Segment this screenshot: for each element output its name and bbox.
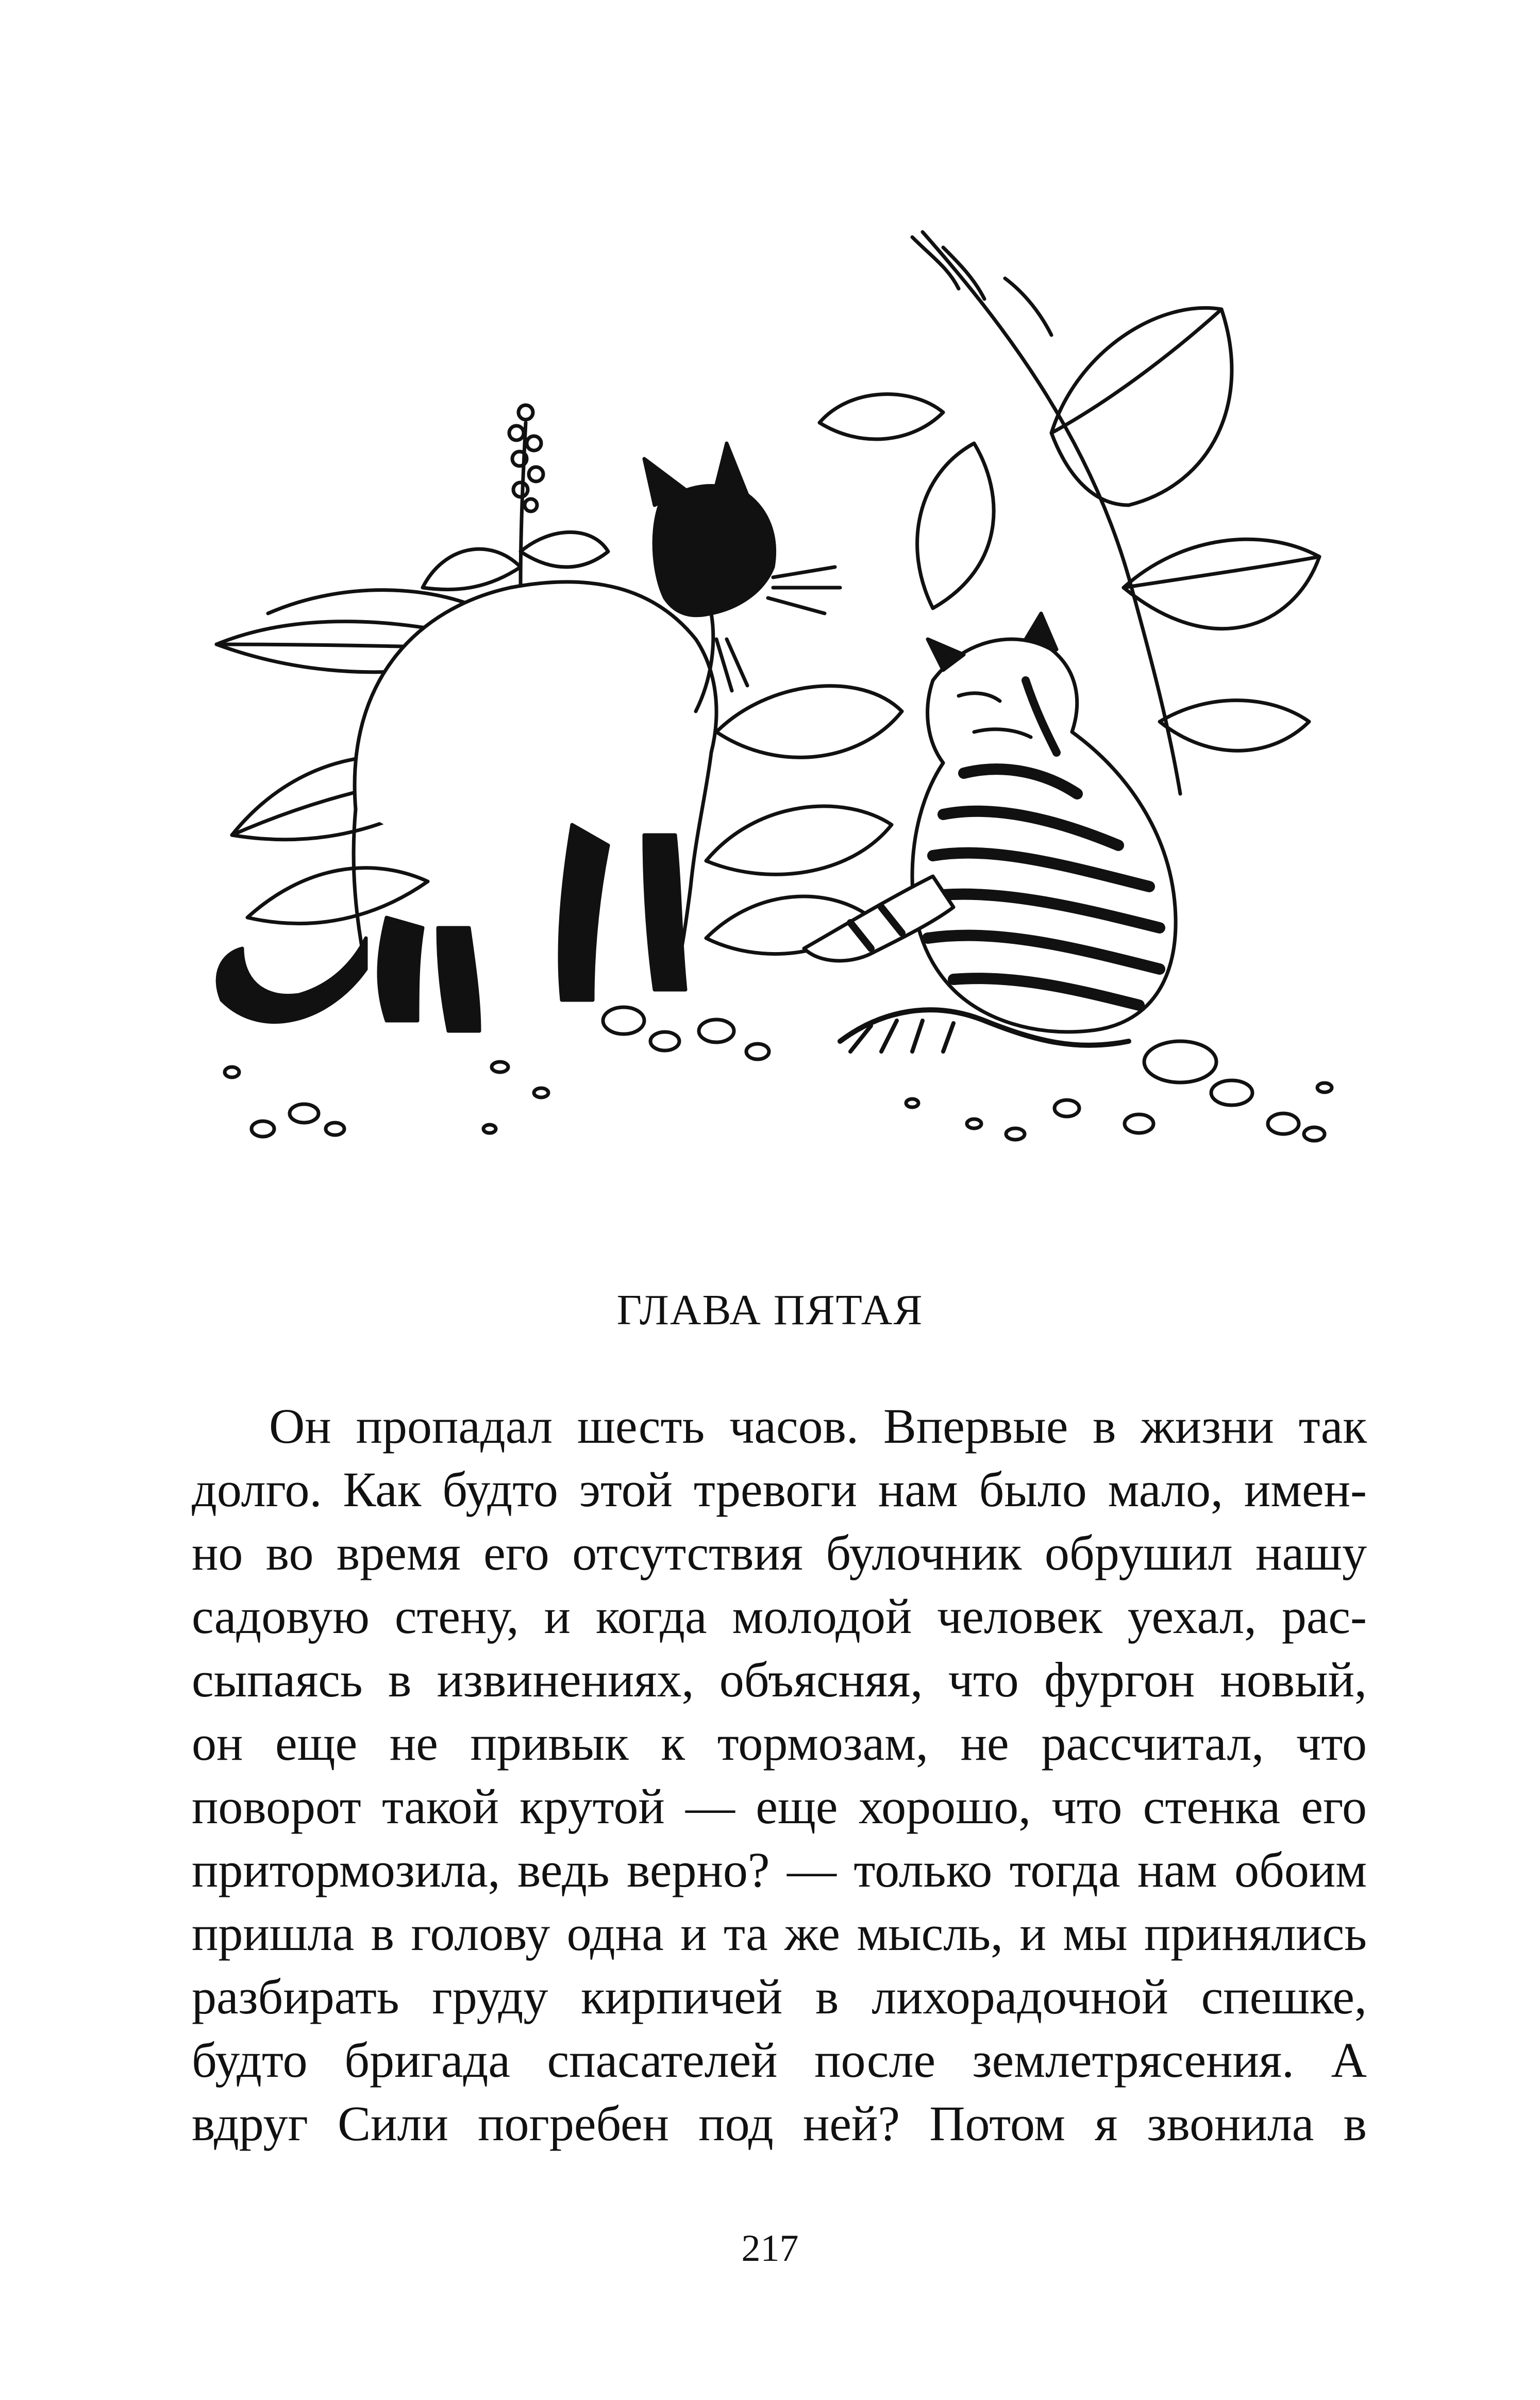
text-line: он еще не привык к тормозам, не рассчитал, что [192,1715,1367,1771]
text-line: садовую стену, и когда молодой человек уехал, рас- [192,1589,1367,1644]
text-line: притормозила, ведь верно? — только тогда нам обоим [192,1842,1367,1897]
text-line: разбирать груду кирпичей в лихорадочной спешке, [192,1969,1367,2024]
text-line: будто бригада спасателей после землетрясения. А [192,2032,1367,2088]
text-line: поворот такой крутой — еще хорошо, что стенка его [192,1779,1367,1834]
text-line: долго. Как будто этой тревоги нам было мало, имен- [192,1462,1367,1517]
chapter-paragraph [192,1394,1367,2155]
page-number: 217 [741,2227,799,2270]
text-line: пришла в голову одна и та же мысль, и мы принялись [192,1906,1367,1961]
text-line: вдруг Сили погребен под ней? Потом я звонила в [192,2096,1367,2151]
text-line: сыпаясь в извинениях, объясняя, что фургон новый, [192,1652,1367,1707]
text-line: Он пропадал шесть часов. Впервые в жизни так [269,1398,1367,1454]
chapter-title: ГЛАВА ПЯТАЯ [616,1286,924,1334]
text-line: но во время его отсутствия булочник обрушил нашу [192,1525,1367,1580]
cats-plants-illustration [201,216,1345,1165]
